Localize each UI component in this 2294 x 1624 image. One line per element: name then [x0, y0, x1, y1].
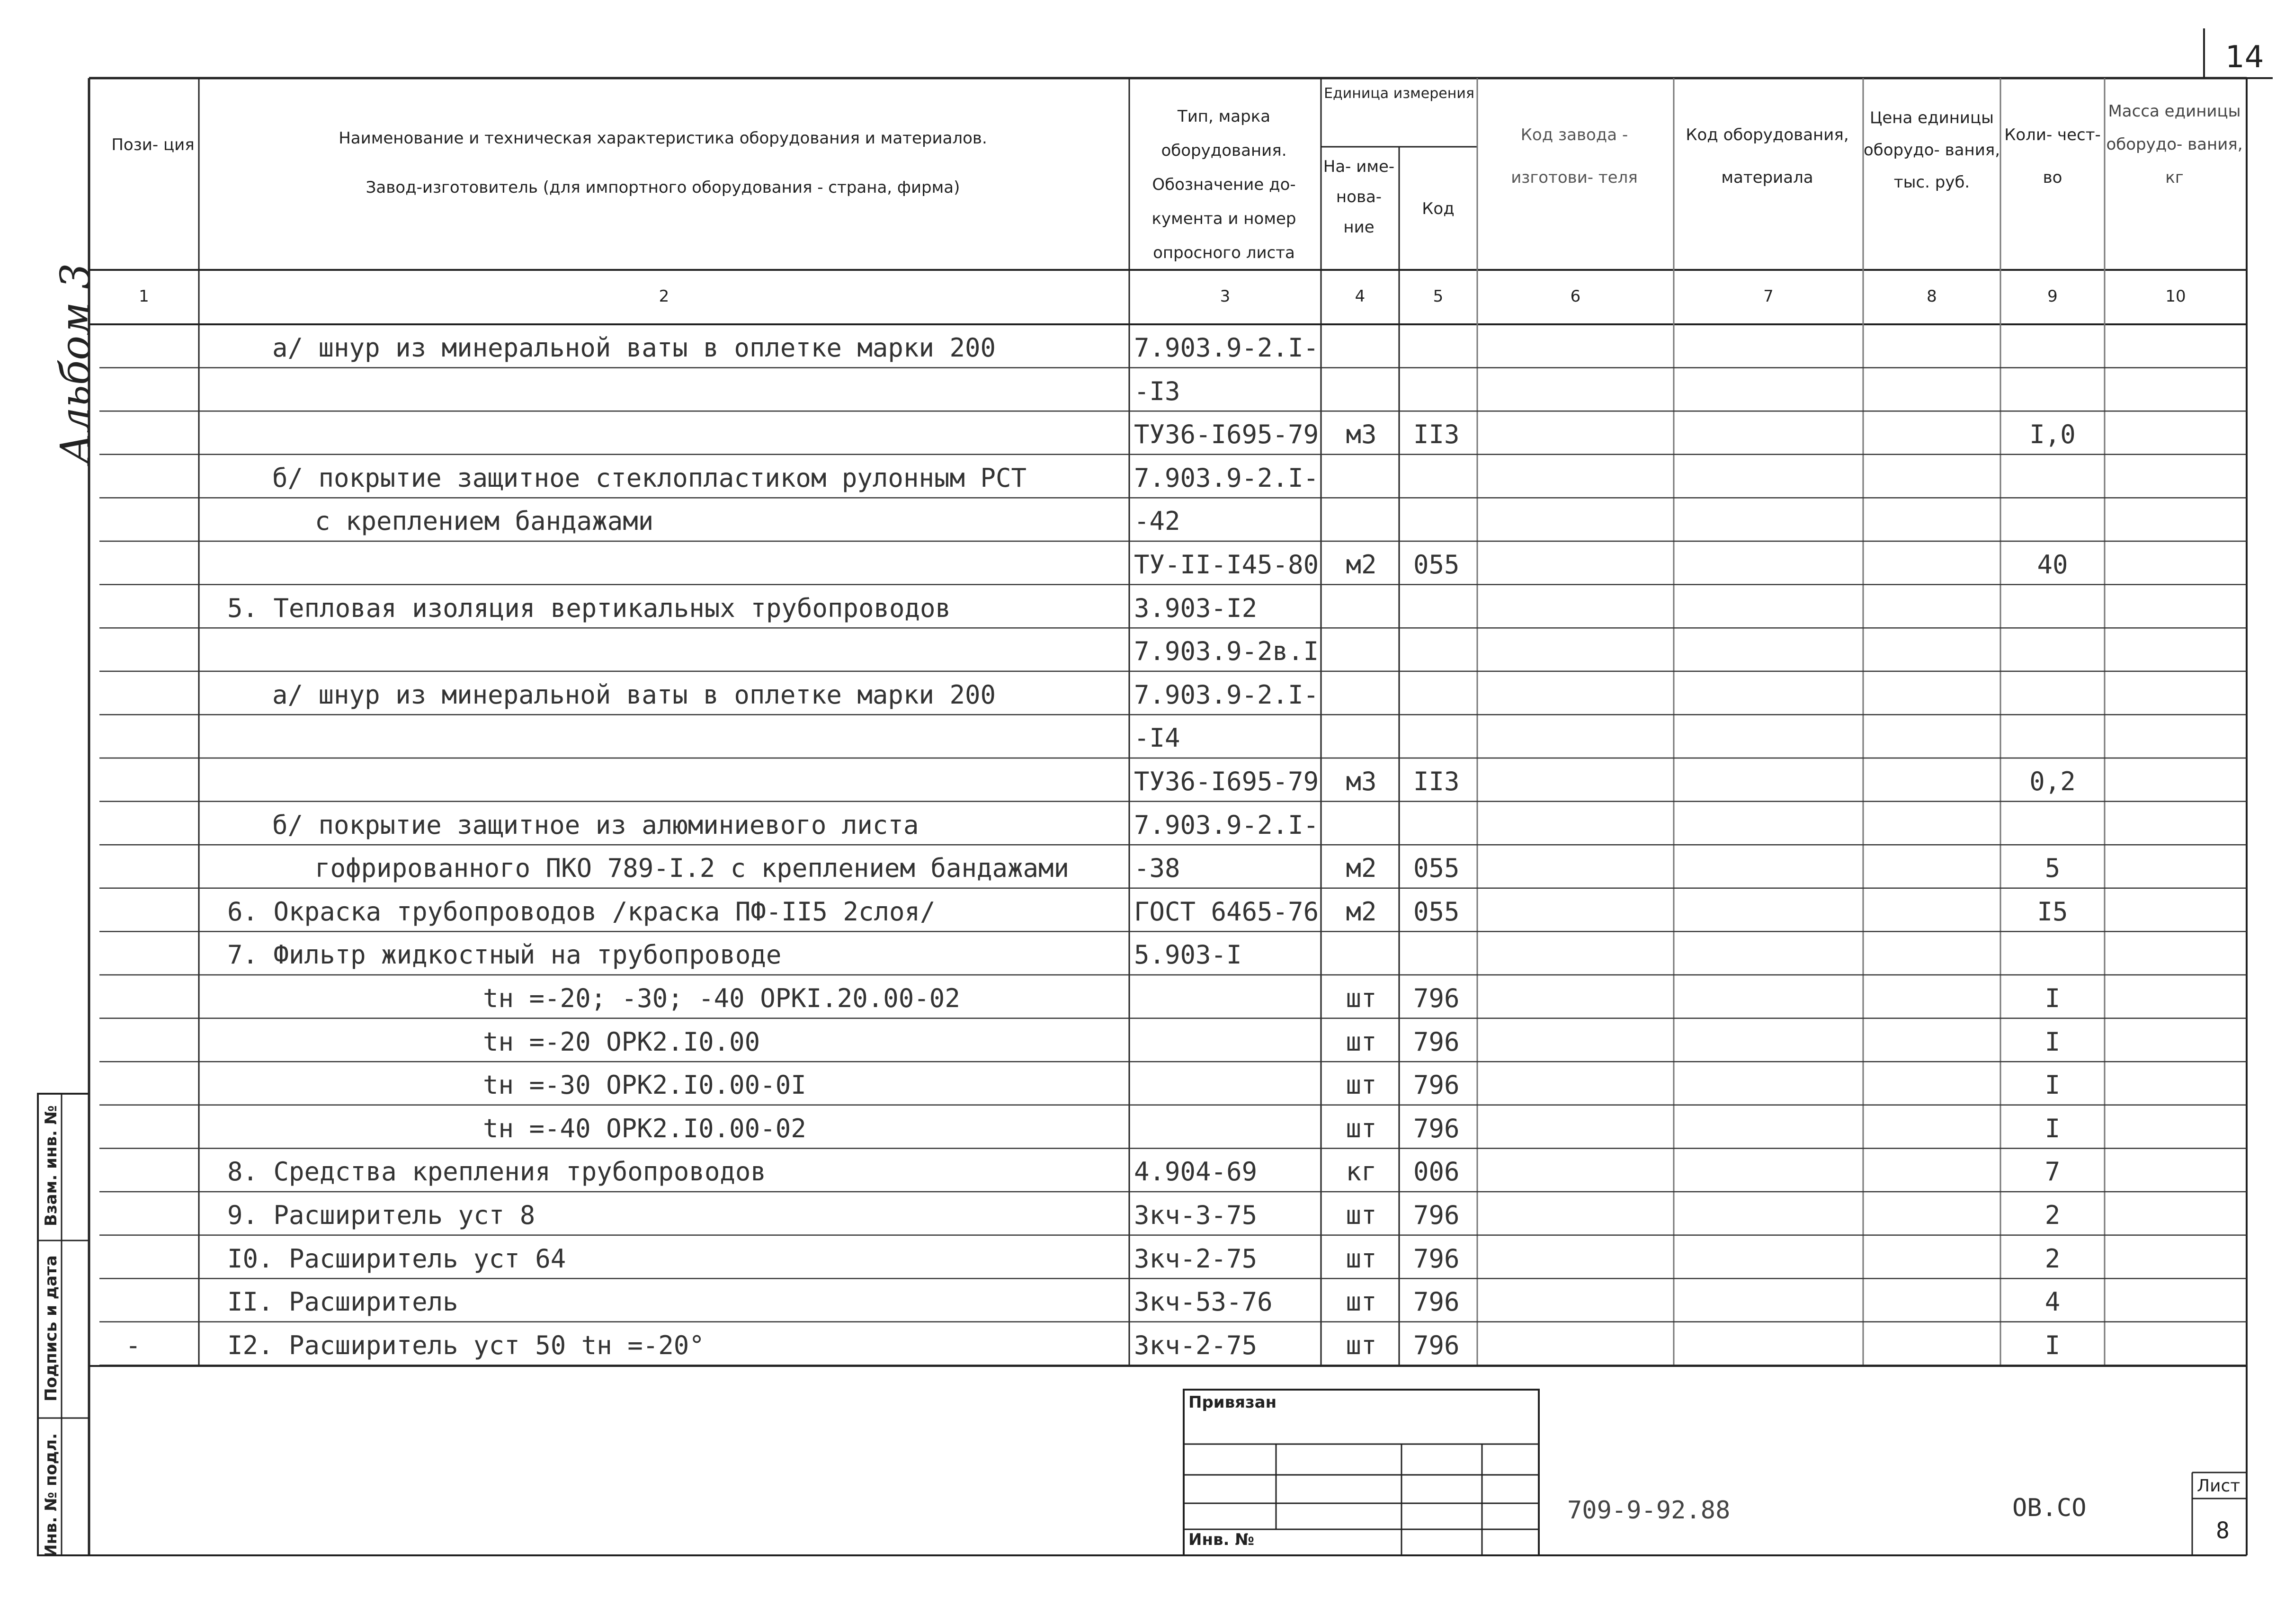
row-13-unit: м2 — [1346, 853, 1377, 883]
row-20-quantity: 7 — [2044, 1157, 2061, 1187]
row-5-type: -42 — [1134, 506, 1180, 536]
row-24-code: 796 — [1413, 1330, 1460, 1360]
row-9-type: 7.903.9-2.I- — [1134, 679, 1319, 710]
row-7-type: 3.903-I2 — [1134, 593, 1258, 623]
row-17-quantity: I — [2044, 1026, 2061, 1057]
column-number-6: 6 — [1570, 287, 1581, 306]
row-22-quantity: 2 — [2044, 1243, 2061, 1274]
row-21-quantity: 2 — [2044, 1200, 2061, 1230]
column-number-10: 10 — [2165, 287, 2186, 306]
column-number-2: 2 — [659, 287, 669, 306]
row-6-unit: м2 — [1346, 550, 1377, 580]
sheet-number: 8 — [2216, 1517, 2230, 1544]
header-col8: Цена единицы оборудо- вания, тыс. руб. — [1863, 108, 2000, 192]
row-6-type: ТУ-II-I45-80 — [1134, 550, 1319, 580]
row-20-unit: кг — [1346, 1157, 1377, 1187]
row-17-code: 796 — [1413, 1026, 1460, 1057]
row-14-name: 6. Окраска трубопроводов /краска ПФ-II5 2слоя/ — [227, 896, 936, 927]
row-23-unit: шт — [1346, 1287, 1377, 1317]
row-18-unit: шт — [1346, 1070, 1377, 1100]
row-17-unit: шт — [1346, 1026, 1377, 1057]
row-3-quantity: I,0 — [2029, 419, 2076, 450]
row-3-type: ТУ36-I695-79 — [1134, 419, 1319, 450]
header-col1: Пози- ция — [111, 135, 195, 154]
row-19-code: 796 — [1413, 1113, 1460, 1143]
row-16-code: 796 — [1413, 983, 1460, 1013]
row-24-quantity: I — [2044, 1330, 2061, 1360]
column-number-7: 7 — [1763, 287, 1774, 306]
row-16-quantity: I — [2044, 983, 2061, 1013]
sheet-label: Лист — [2197, 1476, 2240, 1496]
row-12-name: б/ покрытие защитное из алюминиевого листа — [272, 810, 919, 840]
column-number-5: 5 — [1433, 287, 1444, 306]
row-18-name: tн =-30 ОРК2.I0.00-0I — [483, 1070, 806, 1100]
stamp-inv-podl: Инв. № подл. — [42, 1433, 61, 1558]
row-9-name: а/ шнур из минеральной ваты в оплетке марки 200 — [272, 679, 996, 710]
row-11-code: II3 — [1413, 767, 1460, 796]
header-unit-group: Единица измерения — [1324, 85, 1474, 102]
row-21-name: 9. Расширитель уст 8 — [227, 1200, 536, 1230]
row-20-type: 4.904-69 — [1134, 1157, 1258, 1187]
row-6-quantity: 40 — [2037, 550, 2068, 580]
row-13-code: 055 — [1413, 853, 1460, 883]
row-14-code: 055 — [1413, 896, 1460, 927]
row-24-name: I2. Расширитель уст 50 tн =-20° — [227, 1330, 705, 1360]
row-21-unit: шт — [1346, 1200, 1377, 1230]
row-24-position: - — [125, 1330, 141, 1360]
row-4-type: 7.903.9-2.I- — [1134, 463, 1319, 493]
stamp-podpis-data: Подпись и дата — [42, 1255, 61, 1401]
header-col3: Тип, марка оборудования. Обозначение до- кумента и номер опросного листа — [1151, 107, 1296, 262]
header-col6: Код завода - изготови- теля — [1511, 125, 1638, 187]
row-15-type: 5.903-I — [1134, 940, 1242, 970]
album-label: Альбом 3 — [52, 263, 99, 464]
header-col4: На- име- нова- ние — [1323, 157, 1395, 237]
column-number-4: 4 — [1355, 287, 1366, 306]
header-col2-line1: Наименование и техническая характеристика оборудования и материалов. — [339, 129, 987, 148]
row-13-name: гофрированного ПКО 789-I.2 с креплением бандажами — [315, 853, 1070, 883]
document-code: 709-9-92.88 — [1567, 1496, 1731, 1525]
row-4-name: б/ покрытие защитное стеклопластиком рулонным РСТ — [272, 463, 1027, 493]
row-19-quantity: I — [2044, 1113, 2061, 1143]
row-22-unit: шт — [1346, 1243, 1377, 1274]
row-23-type: 3кч-53-76 — [1134, 1287, 1273, 1317]
row-22-code: 796 — [1413, 1243, 1460, 1274]
row-18-quantity: I — [2044, 1070, 2061, 1100]
row-24-type: 3кч-2-75 — [1134, 1330, 1258, 1360]
row-16-name: tн =-20; -30; -40 ОРКI.20.00-02 — [483, 983, 960, 1013]
stamp-vzam-inv: Взам. инв. № — [42, 1105, 61, 1226]
section-code: ОВ.СО — [2012, 1494, 2087, 1522]
row-3-code: II3 — [1413, 419, 1460, 450]
row-11-quantity: 0,2 — [2029, 767, 2076, 796]
row-13-type: -38 — [1134, 853, 1180, 883]
row-21-code: 796 — [1413, 1200, 1460, 1230]
row-12-type: 7.903.9-2.I- — [1134, 810, 1319, 840]
inv-no-label: Инв. № — [1188, 1530, 1255, 1549]
row-21-type: 3кч-3-75 — [1134, 1200, 1258, 1230]
row-2-type: -I3 — [1134, 376, 1180, 406]
row-23-name: II. Расширитель — [227, 1287, 458, 1317]
row-24-unit: шт — [1346, 1330, 1377, 1360]
row-16-unit: шт — [1346, 983, 1377, 1013]
row-13-quantity: 5 — [2044, 853, 2061, 883]
column-number-1: 1 — [139, 287, 149, 306]
column-number-9: 9 — [2047, 287, 2058, 306]
row-3-unit: м3 — [1346, 419, 1377, 450]
row-20-code: 006 — [1413, 1157, 1460, 1187]
row-23-quantity: 4 — [2044, 1287, 2061, 1317]
row-19-name: tн =-40 ОРК2.I0.00-02 — [483, 1113, 806, 1143]
row-6-code: 055 — [1413, 550, 1460, 580]
column-number-3: 3 — [1220, 287, 1231, 306]
row-19-unit: шт — [1346, 1113, 1377, 1143]
page-number: 14 — [2225, 40, 2264, 75]
row-22-type: 3кч-2-75 — [1134, 1243, 1258, 1274]
header-col2-line2: Завод-изготовитель (для импортного оборудования - страна, фирма) — [366, 178, 960, 197]
column-number-8: 8 — [1927, 287, 1937, 306]
row-11-unit: м3 — [1346, 767, 1377, 796]
header-col7: Код оборудования, материала — [1686, 125, 1849, 187]
row-1-type: 7.903.9-2.I- — [1134, 333, 1319, 363]
row-14-type: ГОСТ 6465-76 — [1134, 896, 1319, 927]
row-23-code: 796 — [1413, 1287, 1460, 1317]
row-5-name: с креплением бандажами — [315, 506, 654, 536]
header-col5: Код — [1422, 199, 1455, 218]
row-14-unit: м2 — [1346, 896, 1377, 927]
row-14-quantity: I5 — [2037, 896, 2068, 927]
header-col10: Масса единицы оборудо- вания, кг — [2106, 102, 2243, 187]
row-7-name: 5. Тепловая изоляция вертикальных трубопроводов — [227, 593, 951, 623]
row-20-name: 8. Средства крепления трубопроводов — [227, 1157, 766, 1187]
row-10-type: -I4 — [1134, 723, 1180, 753]
privyazan-label: Привязан — [1188, 1393, 1277, 1412]
row-15-name: 7. Фильтр жидкостный на трубопроводе — [227, 940, 782, 970]
row-22-name: I0. Расширитель уст 64 — [227, 1243, 566, 1274]
row-11-type: ТУ36-I695-79 — [1134, 767, 1319, 796]
header-col9: Коли- чест- во — [2004, 125, 2101, 187]
row-18-code: 796 — [1413, 1070, 1460, 1100]
row-8-type: 7.903.9-2в.I — [1134, 636, 1319, 667]
row-1-name: а/ шнур из минеральной ваты в оплетке марки 200 — [272, 333, 996, 363]
row-17-name: tн =-20 ОРК2.I0.00 — [483, 1026, 760, 1057]
